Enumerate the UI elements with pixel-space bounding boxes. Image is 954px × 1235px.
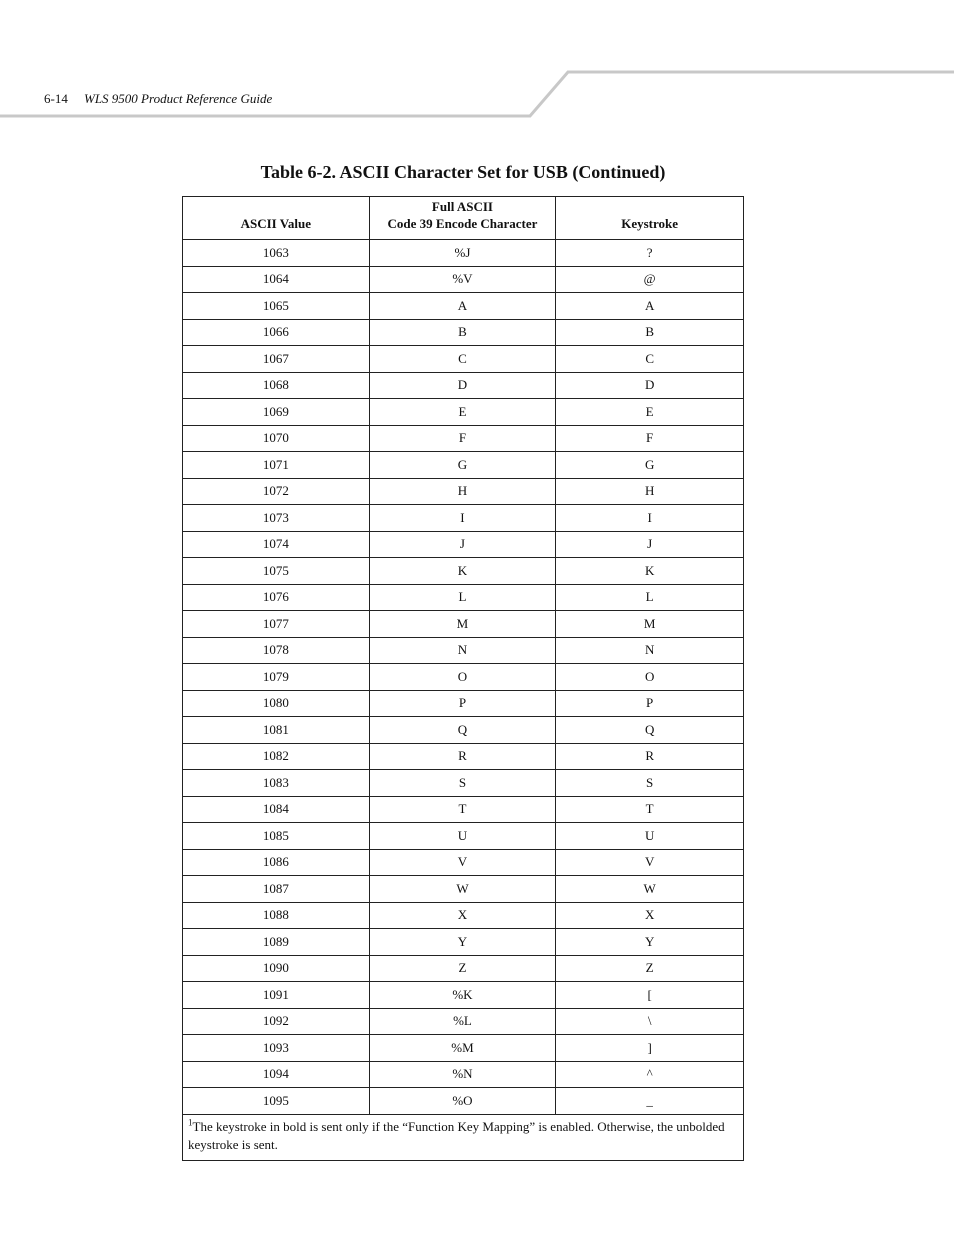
table-row: [183, 876, 744, 903]
table-row: [183, 1061, 744, 1088]
table-caption: Table 6-2. ASCII Character Set for USB (Continued): [260, 162, 666, 182]
column-header-keystroke: Keystroke: [556, 197, 744, 240]
cell-code39-character: X: [369, 902, 556, 929]
cell-ascii-value: 1093: [183, 1035, 370, 1062]
cell-keystroke: R: [556, 743, 744, 770]
header-rule-graphic: [0, 0, 954, 130]
cell-keystroke: Y: [556, 929, 744, 956]
ascii-character-table: [182, 196, 744, 1161]
table-row: [183, 770, 744, 797]
guide-title: WLS 9500 Product Reference Guide: [84, 91, 273, 106]
cell-ascii-value: 1095: [183, 1088, 370, 1115]
cell-code39-character: %N: [369, 1061, 556, 1088]
cell-keystroke: _: [556, 1088, 744, 1115]
cell-ascii-value: 1076: [183, 584, 370, 611]
column-header-code39-encode: Full ASCII Code 39 Encode Character: [369, 197, 556, 240]
cell-keystroke: P: [556, 690, 744, 717]
cell-code39-character: S: [369, 770, 556, 797]
cell-ascii-value: 1084: [183, 796, 370, 823]
cell-code39-character: %V: [369, 266, 556, 293]
cell-ascii-value: 1071: [183, 452, 370, 479]
cell-keystroke: N: [556, 637, 744, 664]
cell-ascii-value: 1066: [183, 319, 370, 346]
cell-ascii-value: 1063: [183, 240, 370, 267]
table-row: [183, 478, 744, 505]
cell-keystroke: T: [556, 796, 744, 823]
table-row: [183, 1008, 744, 1035]
cell-code39-character: G: [369, 452, 556, 479]
cell-keystroke: A: [556, 293, 744, 320]
table-row: [183, 637, 744, 664]
table-row: [183, 955, 744, 982]
cell-code39-character: V: [369, 849, 556, 876]
cell-code39-character: I: [369, 505, 556, 532]
cell-keystroke: B: [556, 319, 744, 346]
table-row: [183, 902, 744, 929]
cell-code39-character: M: [369, 611, 556, 638]
cell-keystroke: L: [556, 584, 744, 611]
cell-code39-character: J: [369, 531, 556, 558]
cell-code39-character: Z: [369, 955, 556, 982]
cell-ascii-value: 1080: [183, 690, 370, 717]
table-row: [183, 293, 744, 320]
cell-keystroke: Z: [556, 955, 744, 982]
cell-keystroke: X: [556, 902, 744, 929]
cell-ascii-value: 1094: [183, 1061, 370, 1088]
cell-keystroke: [: [556, 982, 744, 1009]
table-row: [183, 346, 744, 373]
cell-keystroke: Q: [556, 717, 744, 744]
cell-ascii-value: 1091: [183, 982, 370, 1009]
cell-keystroke: J: [556, 531, 744, 558]
cell-keystroke: C: [556, 346, 744, 373]
table-row: [183, 531, 744, 558]
table-row: [183, 266, 744, 293]
column-header-ascii-value: ASCII Value: [183, 197, 370, 240]
cell-code39-character: L: [369, 584, 556, 611]
cell-ascii-value: 1090: [183, 955, 370, 982]
cell-ascii-value: 1087: [183, 876, 370, 903]
table-footnote: [183, 1114, 744, 1160]
table-footnote-row: [183, 1114, 744, 1160]
cell-code39-character: C: [369, 346, 556, 373]
cell-code39-character: F: [369, 425, 556, 452]
table-row: [183, 929, 744, 956]
cell-ascii-value: 1086: [183, 849, 370, 876]
cell-code39-character: Q: [369, 717, 556, 744]
cell-ascii-value: 1070: [183, 425, 370, 452]
cell-keystroke: V: [556, 849, 744, 876]
cell-keystroke: D: [556, 372, 744, 399]
cell-code39-character: B: [369, 319, 556, 346]
table-row: [183, 584, 744, 611]
cell-keystroke: S: [556, 770, 744, 797]
cell-keystroke: ^: [556, 1061, 744, 1088]
cell-code39-character: A: [369, 293, 556, 320]
cell-code39-character: R: [369, 743, 556, 770]
cell-keystroke: K: [556, 558, 744, 585]
cell-ascii-value: 1064: [183, 266, 370, 293]
cell-keystroke: H: [556, 478, 744, 505]
table-row: [183, 505, 744, 532]
cell-code39-character: %L: [369, 1008, 556, 1035]
cell-keystroke: \: [556, 1008, 744, 1035]
cell-code39-character: T: [369, 796, 556, 823]
cell-ascii-value: 1078: [183, 637, 370, 664]
cell-ascii-value: 1074: [183, 531, 370, 558]
cell-code39-character: %O: [369, 1088, 556, 1115]
cell-keystroke: W: [556, 876, 744, 903]
table-row: [183, 717, 744, 744]
cell-code39-character: %M: [369, 1035, 556, 1062]
cell-keystroke: @: [556, 266, 744, 293]
table-row: [183, 743, 744, 770]
cell-code39-character: K: [369, 558, 556, 585]
table-body: [183, 240, 744, 1115]
table-row: [183, 982, 744, 1009]
cell-code39-character: U: [369, 823, 556, 850]
cell-ascii-value: 1072: [183, 478, 370, 505]
table-row: [183, 452, 744, 479]
cell-code39-character: H: [369, 478, 556, 505]
table-row: [183, 319, 744, 346]
table-row: [183, 240, 744, 267]
cell-keystroke: F: [556, 425, 744, 452]
cell-keystroke: O: [556, 664, 744, 691]
cell-ascii-value: 1083: [183, 770, 370, 797]
table-row: [183, 823, 744, 850]
cell-ascii-value: 1081: [183, 717, 370, 744]
table-row: [183, 611, 744, 638]
table-row: [183, 1035, 744, 1062]
table-header-row: [183, 197, 744, 240]
cell-ascii-value: 1065: [183, 293, 370, 320]
cell-code39-character: %J: [369, 240, 556, 267]
cell-keystroke: G: [556, 452, 744, 479]
table-row: [183, 425, 744, 452]
cell-keystroke: ?: [556, 240, 744, 267]
cell-ascii-value: 1079: [183, 664, 370, 691]
cell-ascii-value: 1073: [183, 505, 370, 532]
table-row: [183, 849, 744, 876]
cell-ascii-value: 1075: [183, 558, 370, 585]
cell-ascii-value: 1068: [183, 372, 370, 399]
footnote-marker: 1: [188, 1117, 193, 1128]
cell-code39-character: P: [369, 690, 556, 717]
cell-code39-character: %K: [369, 982, 556, 1009]
page-number: 6-14: [44, 91, 68, 106]
cell-code39-character: D: [369, 372, 556, 399]
cell-ascii-value: 1077: [183, 611, 370, 638]
table-row: [183, 1088, 744, 1115]
table-row: [183, 399, 744, 426]
cell-ascii-value: 1082: [183, 743, 370, 770]
table-row: [183, 558, 744, 585]
table-row: [183, 372, 744, 399]
cell-code39-character: Y: [369, 929, 556, 956]
cell-ascii-value: 1067: [183, 346, 370, 373]
table-row: [183, 690, 744, 717]
cell-keystroke: ]: [556, 1035, 744, 1062]
table-row: [183, 664, 744, 691]
cell-ascii-value: 1069: [183, 399, 370, 426]
cell-code39-character: O: [369, 664, 556, 691]
cell-keystroke: U: [556, 823, 744, 850]
cell-ascii-value: 1089: [183, 929, 370, 956]
cell-keystroke: E: [556, 399, 744, 426]
cell-keystroke: M: [556, 611, 744, 638]
footnote-text: The keystroke in bold is sent only if the “Function Key Mapping” is enabled. Otherwise, the unbolded keystroke is sent.: [188, 1118, 725, 1152]
table-row: [183, 796, 744, 823]
cell-ascii-value: 1088: [183, 902, 370, 929]
cell-ascii-value: 1092: [183, 1008, 370, 1035]
cell-code39-character: E: [369, 399, 556, 426]
cell-code39-character: W: [369, 876, 556, 903]
cell-code39-character: N: [369, 637, 556, 664]
cell-keystroke: I: [556, 505, 744, 532]
cell-ascii-value: 1085: [183, 823, 370, 850]
